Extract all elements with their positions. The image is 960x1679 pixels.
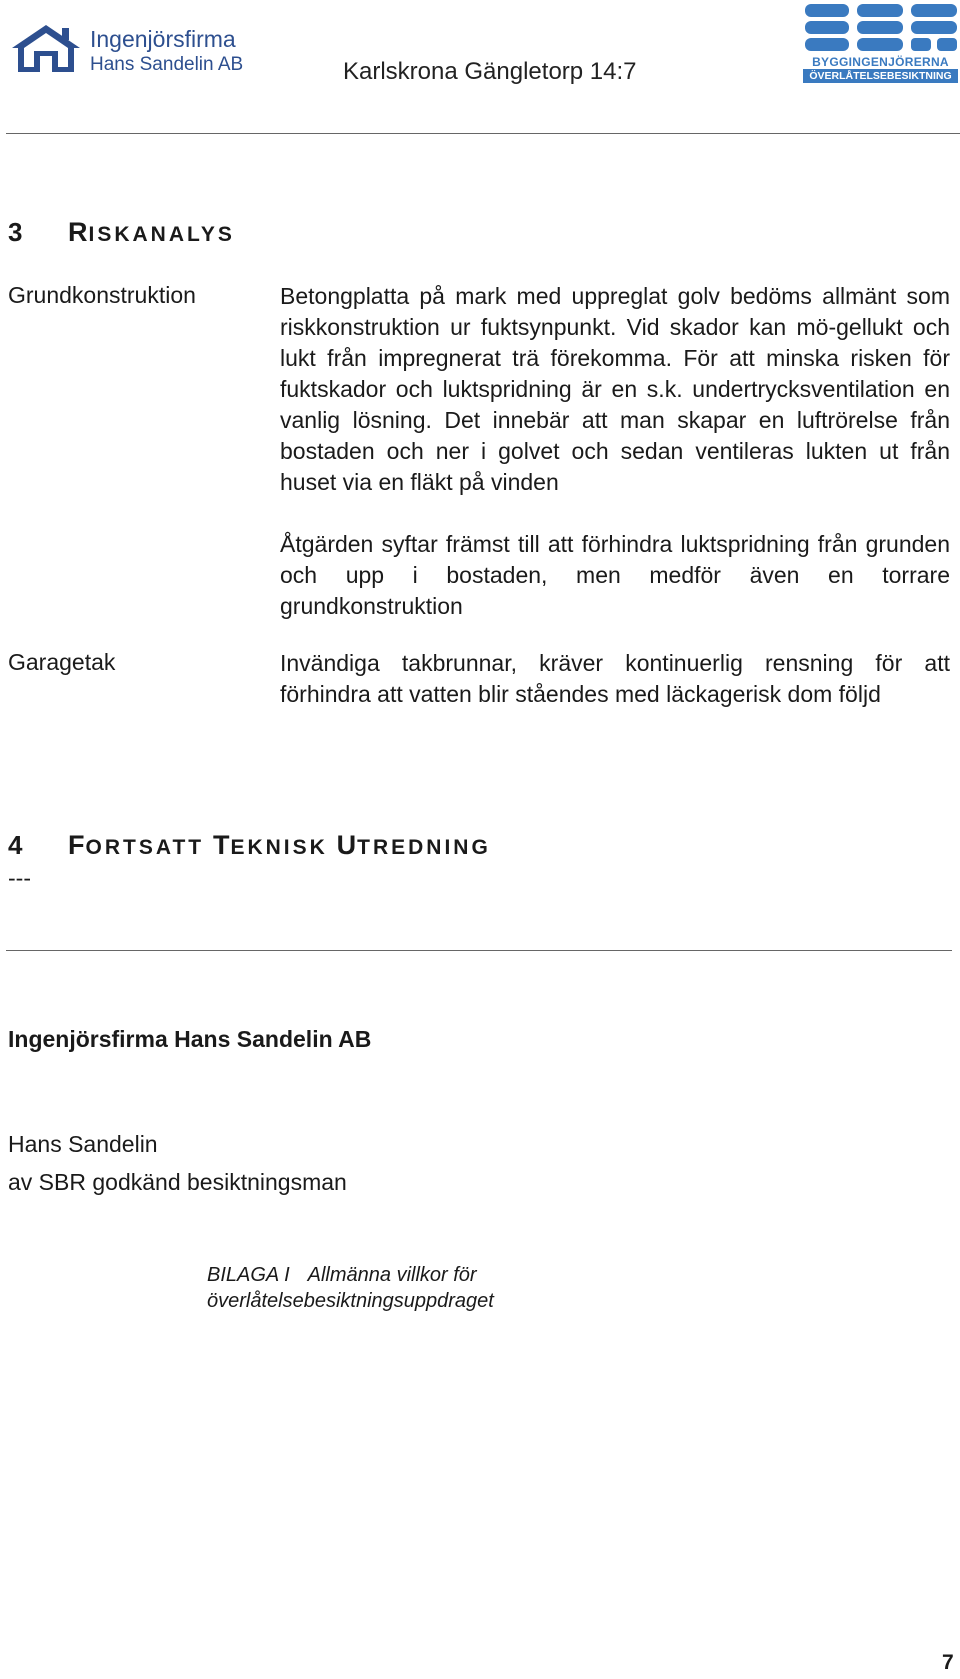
document-title: Karlskrona Gängletorp 14:7 — [343, 58, 637, 85]
row-label-garagetak: Garagetak — [8, 649, 116, 675]
section-3-title-rest: ISKANALYS — [88, 223, 235, 246]
section-4-title-part: EKNISK — [230, 836, 337, 859]
page-number: 7 — [942, 1651, 954, 1674]
section-4-number: 4 — [8, 830, 23, 860]
logo-line1: Ingenjörsfirma — [90, 26, 236, 52]
row-text-grundkonstruktion-p1: Betongplatta på mark med uppreglat golv bedöms allmänt som riskkonstruktion ur fuktsynpunkt. Vid skador kan mö-gellukt och lukt från impregnerat trä förekomma. För att minska risken för fuktskador och luktspridning är en s.k. undertrycksventilation en vanlig lösning. Det innebär att man skapar en luftrörelse från bostaden och ner i golvet och sedan ventileras lukten ut från huset via en fläkt på vinden — [280, 283, 950, 495]
row-label-grundkonstruktion: Grundkonstruktion — [8, 282, 196, 308]
sbr-subtitle1: BYGGINGENJÖRERNA — [812, 55, 949, 69]
section-3-number: 3 — [8, 217, 23, 247]
row-text-grundkonstruktion-p2: Åtgärden syftar främst till att förhindra luktspridning från grunden och upp i bostaden, men medför även en torrare grundkonstruktion — [280, 531, 950, 619]
inspector-name: Hans Sandelin — [8, 1131, 158, 1157]
section-4-title-part: TREDNING — [357, 836, 491, 859]
logo-line2: Hans Sandelin AB — [90, 54, 244, 75]
section-4-heading — [8, 830, 491, 861]
sbr-logo — [803, 3, 958, 83]
section-4-title-part: T — [212, 830, 231, 860]
sbr-subtitle2: ÖVERLÅTELSEBESIKTNING — [803, 69, 958, 83]
header-divider — [6, 133, 960, 134]
section-4-title-part: ORTSATT — [85, 836, 213, 859]
inspector-certification: av SBR godkänd besiktningsman — [8, 1169, 347, 1195]
house-logo-icon — [10, 22, 82, 78]
section-3-heading — [8, 217, 235, 248]
section-3-title-first: R — [68, 217, 89, 247]
section-4-title-part: F — [68, 830, 86, 860]
company-logo — [10, 22, 260, 82]
company-name: Ingenjörsfirma Hans Sandelin AB — [8, 1026, 372, 1052]
section-4-content: --- — [8, 865, 31, 891]
row-text-garagetak: Invändiga takbrunnar, kräver kontinuerlig rensning för att förhindra att vatten blir ståendes med läckagerisk dom följd — [280, 650, 950, 707]
sbr-letters-icon — [803, 3, 958, 53]
attachment-reference — [207, 1262, 494, 1314]
attachment-title-line2: överlåtelsebesiktningsuppdraget — [207, 1290, 494, 1312]
attachment-title-line1: Allmänna villkor för — [307, 1264, 477, 1286]
attachment-id: BILAGA I — [207, 1264, 290, 1286]
section-4-title-part: U — [336, 830, 358, 860]
footer-divider — [6, 950, 952, 951]
